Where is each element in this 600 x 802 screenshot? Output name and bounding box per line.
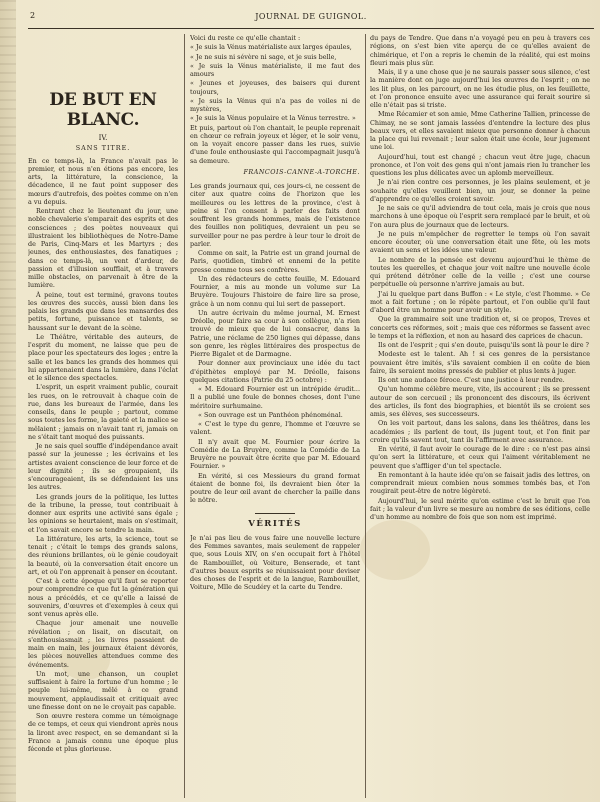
column-1 (28, 34, 178, 798)
paragraph: Chaque jour amenait une nouvelle révélation ; on lisait, on discutait, on s'enthousiasmait ; les livres passaient de main en main, les journaux étaient dévorés, les pièces nouvelles attendues comme des événements. (28, 619, 178, 669)
paragraph: « M. Edouard Fournier est un intrépide érudit... Il a publié une foule de bonnes choses, dont l'une méritoire surhumaine. (190, 385, 360, 410)
paragraph: La littérature, les arts, la science, tout se tenait ; c'était le temps des grands salons, des réunions brillantes, où le génie coudoyait la beauté, où la conversation était encore un art, et où l'on apprenait à penser en écoutant. (28, 534, 178, 576)
paragraph: Les grands jours de la politique, les luttes de la tribune, la presse, tout contribuait à donner aux esprits une activité sans égale ; les opinions se heurtaient, mais on s'estimait, et l'on savait encore se tendre la main. (28, 492, 178, 534)
paragraph: « Je suis la Vénus qui n'a pas de voiles ni de mystères, (190, 96, 360, 113)
paragraph: En vérité, il faut avoir le courage de le dire : ce n'est pas ainsi qu'on sert la littérature, et ceux qui l'aiment véritablement ne peuvent que s'affliger d'un tel spectacle. (370, 445, 590, 470)
article-signature: FRANCOIS-CANNE-A-TORCHE. (243, 167, 360, 176)
paragraph: L'esprit, un esprit vraiment public, courait les rues, on le retrouvait à chaque coin de rue, dans les bureaux de l'armée, dans les conseils, dans le peuple ; partout, comme sous toutes les forme, la gaieté et la malice se mêlaient ; jamais on n'avait tant ri, jamais on ne s'était tant moqué des puissants. (28, 383, 178, 441)
paragraph: Pour donner aux provinciaux une idée du tact d'épithètes employé par M. Dréolle, faisons quelques citations (Patrie du 25 octobre) : (190, 359, 360, 384)
paragraph: En vérité, si ces Messieurs du grand format étaient de bonne foi, ils devraient bien ôter la poutre de leur œil avant de chercher la paille dans le nôtre. (190, 471, 360, 505)
column-2 (190, 34, 360, 798)
paragraph: Aujourd'hui, le seul mérite qu'on estime c'est le bruit que l'on fait ; la valeur d'un livre se mesure au nombre de ses éditions, celle d'un homme au nombre de fois que son nom est imprimé. (370, 496, 590, 521)
paragraph: C'est à cette époque qu'il faut se reporter pour comprendre ce que fut la génération qui nous a précédés, et ce qu'elle a laissé de souvenirs, d'œuvres et d'exemples à ceux qui sont venus après elle. (28, 577, 178, 618)
paragraph: Modeste est le talent. Ah ! si ces genres de la persistance pouvaient être imités, s'ils savaient combien il en coûte de bien faire, ils seraient moins pressés de publier et plus lents à juger. (370, 350, 590, 375)
paragraph: Aujourd'hui, tout est changé ; chacun veut être juge, chacun prononce, et l'on voit des gens qui n'ont jamais rien lu trancher les questions les plus délicates avec un aplomb merveilleux. (370, 152, 590, 177)
paragraph: En ce temps-là, la France n'avait pas le premier, et nous n'en étions pas encore, les arts, la littérature, la conscience, la décadence, il ne faut point supposer des mœurs d'autrefois, des poètes comme on n'en a vu depuis. (28, 156, 178, 206)
paragraph: Je ne sais quel souffle d'indépendance avait passé sur la jeunesse ; les écrivains et les artistes avaient conscience de leur force et de leur dignité ; ils se groupaient, ils s'encourageaient, ils se défendaient les uns les autres. (28, 442, 178, 492)
section-title: VÉRITÉS (248, 518, 302, 529)
paragraph: Qu'un homme célèbre meure, vite, ils accourent ; ils se pressent autour de son cercueil ; ils prononcent des discours, ils écrivent des articles, ils font des biographies, et bientôt ils se croient ses amis, ses élèves, ses successeurs. (370, 385, 590, 418)
paragraph: Je n'ai rien contre ces personnes, je les plains seulement, et je souhaite qu'elles veuillent bien, un jour, se donner la peine d'apprendre ce qu'elles croient savoir. (370, 178, 590, 203)
page-header (28, 8, 594, 29)
paragraph: Mais, il y a une chose que je ne saurais passer sous silence, c'est la manière dont on juge aujourd'hui les œuvres de l'esprit ; on ne les lit plus, on les parcourt, on ne les étudie plus, on les feuillette, et l'on prononce ensuite avec une assurance qui ferait sourire si elle n'était pas si triste. (370, 68, 590, 109)
paragraph: J'ai lu quelque part dans Buffon : « Le style, c'est l'homme. » Ce mot a fait fortune ; on le répète partout, et l'on oublie qu'il faut d'abord être un homme pour avoir un style. (370, 289, 590, 314)
paragraph: Il n'y avait que M. Fournier pour écrire la Comédie de La Bruyère, comme la Comédie de La Bruyère ne pouvait être écrite que par M. Edouard Fournier. » (190, 437, 360, 471)
paragraph: Le nombre de la pensée est devenu aujourd'hui le thème de toutes les querelles, et chaque jour voit naître une nouvelle école qui prétend détrôner celle de la veille ; c'est une course perpétuelle où personne n'arrive jamais au but. (370, 255, 590, 289)
paragraph: Ils ont une audace féroce. C'est une justice à leur rendre. (378, 376, 565, 384)
paragraph: Mme Récamier et son amie, Mme Catherine Tallien, princesse de Chimay, ne se sont jamais lassées d'entendre la lecture des plus beaux vers, et elles savaient mieux que personne donner à chacun la place qui lui revenait ; leur salon était une école, leur jugement une loi. (370, 110, 590, 152)
column-2-body (190, 182, 360, 505)
section-divider (255, 513, 295, 514)
paragraph: Un mot, une chanson, un couplet suffisaient à faire la fortune d'un homme ; le peuple lui-même, mêlé à ce grand mouvement, applaudissait et critiquait avec une finesse dont on ne le croyait pas capable. (28, 669, 178, 711)
article-masthead: DE BUT EN BLANC. (49, 90, 157, 130)
article-subtitle: SANS TITRE. (75, 144, 131, 153)
paragraph: On les voit partout, dans les salons, dans les théâtres, dans les académies ; ils parlent de tout, ils jugent tout, et l'on finit par croire qu'ils savent tout, tant ils l'affirment avec assurance. (370, 419, 590, 444)
paragraph: Je ne sais ce qu'il adviendra de tout cela, mais je crois que nous marchons à une époque où l'esprit sera remplacé par le bruit, et où l'on aura plus de journaux que de lecteurs. (370, 204, 590, 229)
paragraph: Le Théâtre, véritable des auteurs, de l'esprit du moment, ne laisse que peu de place pour les spectateurs des loges ; entre la salle et les bancs les grands des hommes qui lui appartenaient dans la lumière, dans l'éclat et le silence des spectacles. (28, 332, 178, 382)
article-numeral: IV. (98, 134, 108, 142)
paragraph: Que la grammaire soit une tradition et, si ce propos, Treves et concerts ces réformes, soit ; mais que ces réformes se fassent avec le temps et la réflexion, et non au hasard des caprices de chacun. (370, 315, 590, 340)
paragraph: du pays de Tendre. Que dans n'a voyagé peu en peu à travers ces régions, on s'est bien vite aperçu de ce qu'elles avaient de chimérique, et l'on a repris le chemin de la réalité, qui est moins fleuri mais plus sûr. (370, 34, 590, 67)
running-head: JOURNAL DE GUIGNOL. (255, 12, 367, 21)
paragraph: Ils ont de l'esprit ; qui s'en doute, puisqu'ils sont là pour le dire ? (378, 341, 589, 349)
column-rule (365, 34, 366, 798)
paragraph: Je n'ai pas lieu de vous faire une nouvelle lecture des Femmes savantes, mais seulement de rappeler que, sous Louis XIV, on s'en occupait fort à l'hôtel de Rambouillet, où Voiture, Benserade, et tant d'autres beaux esprits se réunissaient pour deviser des choses de l'esprit et de la langue, Rambouillet, Voiture, Mlle de Scudéry et la carte du Tendre. (190, 533, 360, 592)
paragraph: « Je ne suis ni sévère ni sage, et je suis belle, (190, 52, 337, 61)
paragraph: Je ne puis m'empêcher de regretter le temps où l'on savait encore écouter, où une conversation était une fête, où les mots avaient un sens et les idées une valeur. (370, 229, 590, 255)
paragraph: Voici du reste ce qu'elle chantait : (190, 34, 301, 42)
paragraph: « Son ouvrage est un Panthéon phénoménal. (198, 410, 343, 419)
paragraph: « Je suis la Vénus matérialiste aux larges épaules, (190, 43, 352, 52)
paragraph: « Je suis la Vénus matérialiste, il me faut des amours (190, 61, 360, 78)
column-3-body (370, 34, 590, 521)
paragraph: Son œuvre restera comme un témoignage de ce temps, et ceux qui viendront après nous la liront avec respect, en se demandant si la France a jamais connu une époque plus féconde et plus glorieuse. (28, 712, 178, 753)
paragraph: « Jeunes et joyeuses, des baisers qui durent toujours, (190, 79, 360, 96)
page-binding-edge (0, 0, 16, 802)
paragraph: Les grands journaux qui, ces jours-ci, ne cessent de citer aux quatre coins de l'horizon que les meilleures ou les lettres de la province, c'est à peine si l'on consent à parler des faits dont souffrent les grands hommes, mais de l'existence des feuilles non politiques, devraient un peu se surveiller pour ne pas perdre à leur tour le droit de parler. (190, 182, 360, 248)
paragraph: En remontant à la haute idée qu'on se faisait jadis des lettres, on comprendrait mieux combien nous sommes tombés bas, et l'on rougirait peut-être de notre légèreté. (370, 470, 590, 496)
paragraph: « Je suis la Vénus populaire et la Vénus terrestre. » (190, 114, 356, 123)
paragraph: Et puis, partout où l'on chantait, le peuple reprenait en chœur ce refrain joyeux et léger, et le soir venu, on la voyait encore passer dans les rues, suivie d'une foule enthousiaste qui l'accompagnait jusqu'à sa demeure. (190, 123, 360, 165)
paragraph: Comme on sait, la Patrie est un grand journal de Paris, quotidien, timbré et ennemi de la petite presse comme tous ses confrères. (190, 249, 360, 274)
poem-block (190, 34, 360, 165)
paragraph: « C'est le type du genre, l'homme et l'œuvre se valent. (190, 420, 360, 437)
paragraph: À peine, tout est terminé, gravons toutes les œuvres des succès, aussi bien dans les palais les grands que dans les mansardes des petits, fortune, puissance et talents, se haussant sur le devant de la scène. (28, 290, 178, 332)
column-1-body (28, 157, 178, 754)
paragraph: Un autre écrivain du même journal, M. Ernest Dréolle, pour faire sa cour à son collègue, n'a rien trouvé de mieux que de lui consacrer, dans la Patrie, une réclame de 250 lignes qui dépasse, dans son genre, les règles littéraires des prospectus de Pierre Bigalet et de Darmagne. (190, 308, 360, 358)
section-body (190, 534, 360, 592)
column-rule (184, 34, 185, 798)
paragraph: Un des rédacteurs de cette feuille, M. Edouard Fournier, a mis au monde un volume sur La Bruyère. Toujours l'histoire de faire lire sa prose, grâce à un nom connu qui lui sert de passeport. (190, 274, 360, 308)
paragraph: Rentrant chez le lieutenant du jour, une noble chevalerie s'emparait des esprits et des consciences ; des poètes nouveaux qui illustraient les bibliothèques de Notre-Dame de Paris, Cinq-Mars et les Martyrs ; des jeunes, des enthousiastes, des fanatiques ; dans ce temps-là, un vent d'ardeur, de passion et d'illusion soufflait, et à travers mille obstacles, on parvenait à être de la lumière. (28, 207, 178, 290)
page-number: 2 (30, 11, 36, 20)
column-3 (370, 34, 590, 798)
